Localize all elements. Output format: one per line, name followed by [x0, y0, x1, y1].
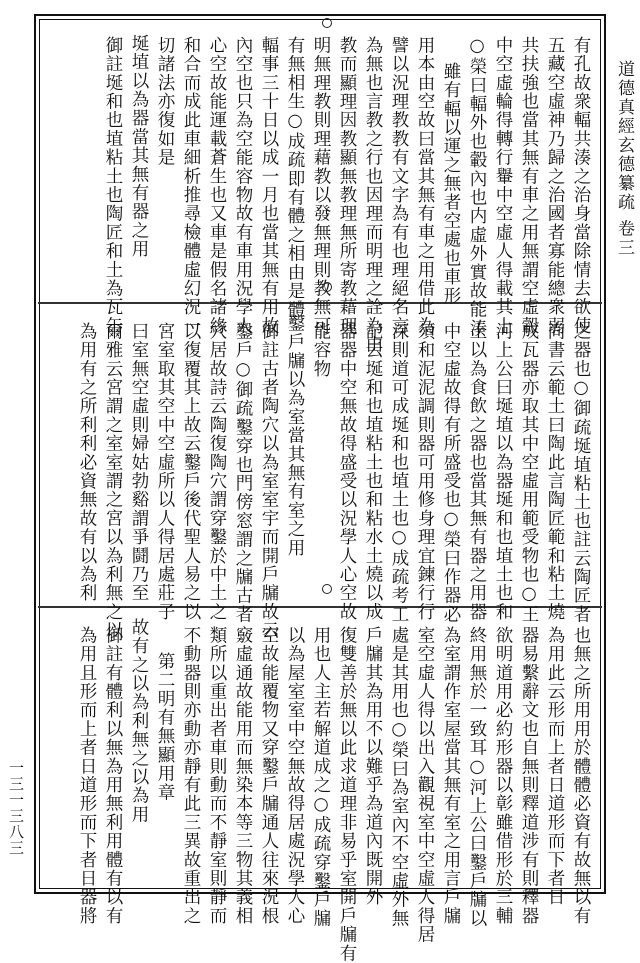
text-column: 土以為食飲之器也當其無有器之用器	[467, 322, 487, 622]
text-column: 成瓦器亦取其中空虛用範受物也○王	[519, 322, 539, 624]
text-column: 內空也只為空能容物故有車用況學人	[233, 36, 253, 336]
text-column: 用本由空故曰當其無有車之用借此為	[415, 36, 435, 336]
text-column: 也無之所用用於體體必資有故無以有	[571, 626, 591, 926]
text-column: 之器也○御疏埏埴粘土也註云陶匠者	[571, 322, 591, 624]
text-column: 器易繫辭文也自無則釋道涉有則釋器	[519, 626, 539, 926]
text-column: 中空虛故得有所盛受也○榮曰作器必	[441, 322, 461, 624]
text-column: 為室謂作室屋當其無有室之用言戶牖	[441, 626, 461, 926]
text-column: 復雙善於無以此求道理非易乎室開戶牖有	[337, 626, 357, 963]
text-column: 埏埴以為器當其無有器之用	[129, 34, 149, 259]
text-column: 穴居故詩云陶復陶穴謂穿鑿於中土之	[207, 322, 227, 622]
text-column: 御註有體利以無為用無利用體有以有	[103, 626, 123, 926]
text-column: 記云埏和也埴粘土也和粘水土燒以成	[363, 322, 383, 622]
text-column: 室空虛人得以出入觀視室中空虛人得居	[415, 626, 435, 944]
text-column: 曰室無空虛則婦姑勃谿謂爭鬪乃至	[129, 322, 149, 603]
text-column: 故有之以為利無之以為用	[129, 618, 149, 824]
text-column: 有無相生○成疏即有體之相由是體	[285, 36, 305, 319]
text-column: 河上公曰埏埴以為器埏和也埴土也和	[493, 322, 513, 622]
book-title-label: 道德真經玄德纂疏 卷三	[614, 60, 634, 258]
text-column: 為無也言教之行也因理而明理之詮為由	[363, 36, 383, 354]
text-column: 以復覆其上故云鑿戶後代聖人易之以	[181, 322, 201, 622]
text-column: 竅虛通故能用而無染本等三物其義相	[233, 626, 253, 926]
circle-mark	[322, 584, 332, 594]
text-column: 輻事三十日以成一月也當其無有用故	[259, 36, 279, 336]
text-panel-top	[40, 34, 600, 354]
text-column: 鑿戶牖以為室當其無有室之用	[285, 314, 305, 558]
page-number-label: 一三一三八三	[7, 760, 25, 856]
text-column: 共扶強也當其無有車之用無謂空虛轂	[519, 36, 539, 336]
text-column: 能容物	[311, 322, 331, 379]
text-column: 深則道可成埏和也埴土也○成疏考工	[389, 322, 409, 624]
text-column: 空故能覆物又穿鑿戶牖通人往來況根	[259, 626, 279, 926]
text-column: 御註埏和也埴粘土也陶匠和土為瓦缶	[103, 36, 123, 336]
text-column: 和合而成此車細析推尋檢體虛幻況一	[181, 36, 201, 336]
text-column: 宮室取其空中空虛所以人得居處莊子	[155, 322, 175, 622]
text-column: 教而顯理因教顯無教理無所寄教藉理	[337, 36, 357, 336]
text-column: 譬以況理教教有文字為有也理絕名言	[389, 36, 409, 336]
text-column: 器器中空無故得盛受以況學人心空故	[337, 322, 357, 622]
circle-mark	[322, 282, 332, 292]
text-column: 御註古者陶穴以為室室宇而開戶牖故云	[259, 322, 279, 640]
text-column: 為用且形而上者日道形而下者日器將	[77, 626, 97, 926]
text-column: 欲明道用必約形器以彰雖借形於三輔	[493, 626, 513, 926]
text-column: 不動器則亦動亦靜有此三異故重出之	[181, 626, 201, 926]
text-column: 用也人主若解道成之○成疏穿鑿戶牖	[311, 626, 331, 928]
text-column: 有孔故衆輻共湊之治身當除情去欲使	[571, 36, 591, 336]
text-column: 為用此云形而上者日道形而下者日	[545, 626, 565, 907]
text-column: 處是其用也○榮曰為室內不空虛外無	[389, 626, 409, 928]
text-column: 雖有輻以運之無者空處也車形	[441, 62, 461, 306]
text-column: 以為屋室室中空無故得居處況學人心	[285, 626, 305, 926]
text-column: 心空故能運載蒼生也又車是假名諸緣	[207, 36, 227, 336]
text-column: 五藏空虛神乃歸之治國者寡能總衆弱	[545, 36, 565, 336]
text-column: 鑿戶○御疏鑿穿也門傍窓謂之牖古者	[233, 322, 253, 624]
text-column: 終用無於一致耳○河上公曰鑿戶牖以	[467, 626, 487, 928]
text-panel-middle	[40, 314, 600, 640]
text-panel-bottom	[40, 618, 600, 963]
text-column: 中空虛輪得轉行轝中空虛人得載其上	[493, 36, 513, 336]
text-column: 切諸法亦復如是	[155, 36, 175, 167]
text-column: 為用有之所利利必資無故有以為利	[77, 322, 97, 603]
text-column: 爾雅云宮謂之室室謂之宮以為利無之以	[103, 322, 123, 640]
text-column: 須和泥泥調則器可用修身理宜鍊行行	[415, 322, 435, 622]
text-column: ○榮曰輻外也轂內也内虛外實故能湊	[467, 36, 487, 338]
text-column: 尚書云範土曰陶此言陶匠範和粘土燒	[545, 322, 565, 622]
text-column: 類所以重出者車則動而不靜室則靜而	[207, 626, 227, 926]
text-column: 戶牖其為用不以難乎為道內既開外	[363, 626, 383, 907]
circle-mark	[322, 18, 332, 28]
chapter-heading: 第二明有無顯用章	[155, 652, 175, 802]
text-column: 明無理教則理藉教以發無理則教無可	[311, 36, 331, 336]
